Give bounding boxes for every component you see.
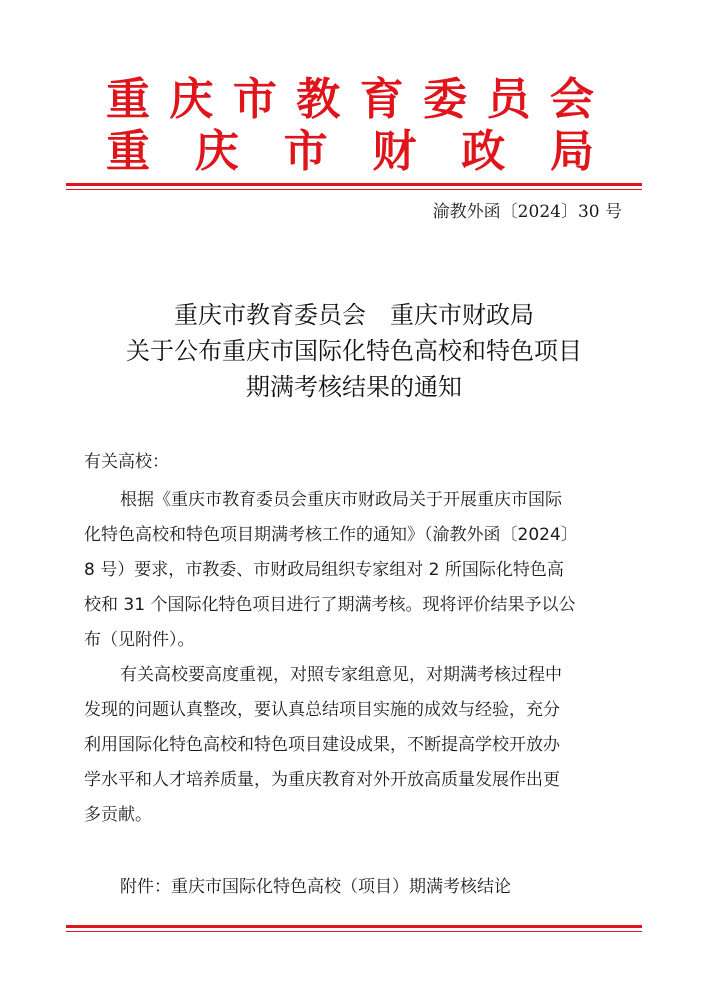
title-line: 重庆市教育委员会 重庆市财政局	[174, 301, 534, 329]
body-paragraph-2	[84, 658, 636, 833]
issuer-char: 育	[359, 74, 404, 125]
paragraph-line: 8 号）要求，市教委、市财政局组织专家组对 2 所国际化特色高	[84, 560, 564, 580]
issuer-char: 员	[486, 74, 531, 125]
document-number: 渝教外函〔2024〕30 号	[432, 202, 622, 222]
issuer-char: 市	[283, 126, 328, 177]
paragraph-line: 学水平和人才培养质量，为重庆教育对外开放高质量发展作出更	[84, 770, 560, 790]
header-red-divider	[66, 183, 642, 190]
title-line: 关于公布重庆市国际化特色高校和特色项目	[126, 337, 582, 365]
paragraph-line: 有关高校要高度重视，对照专家组意见，对期满考核过程中	[120, 665, 562, 685]
issuer-heading-finance-bureau	[106, 126, 594, 177]
issuer-char: 财	[372, 126, 417, 177]
title-line: 期满考核结果的通知	[246, 373, 462, 401]
issuer-char: 会	[549, 74, 594, 125]
paragraph-line: 根据《重庆市教育委员会重庆市财政局关于开展重庆市国际	[120, 490, 562, 510]
issuer-char: 教	[296, 74, 341, 125]
paragraph-line: 化特色高校和特色项目期满考核工作的通知》（渝教外函〔2024〕	[84, 525, 578, 545]
issuer-char: 重	[106, 126, 150, 177]
issuer-heading-education-commission	[106, 74, 594, 125]
body-paragraph-1	[84, 483, 636, 658]
salutation: 有关高校：	[84, 452, 169, 472]
paragraph-line: 利用国际化特色高校和特色项目建设成果，不断提高学校开放办	[84, 735, 560, 755]
issuer-char: 重	[106, 74, 150, 125]
issuer-char: 庆	[169, 74, 214, 125]
footer-red-divider	[66, 925, 642, 932]
issuer-char: 局	[549, 126, 594, 177]
paragraph-line: 多贡献。	[84, 805, 152, 825]
issuer-char: 委	[423, 74, 468, 125]
issuer-char: 庆	[194, 126, 239, 177]
document-title	[60, 297, 648, 405]
paragraph-line: 发现的问题认真整改，要认真总结项目实施的成效与经验，充分	[84, 700, 560, 720]
paragraph-line: 布（见附件）。	[84, 630, 195, 650]
issuer-char: 政	[461, 126, 506, 177]
attachment-note: 附件：重庆市国际化特色高校（项目）期满考核结论	[120, 877, 511, 897]
issuer-char: 市	[232, 74, 277, 125]
paragraph-line: 校和 31 个国际化特色项目进行了期满考核。现将评价结果予以公	[84, 595, 576, 615]
